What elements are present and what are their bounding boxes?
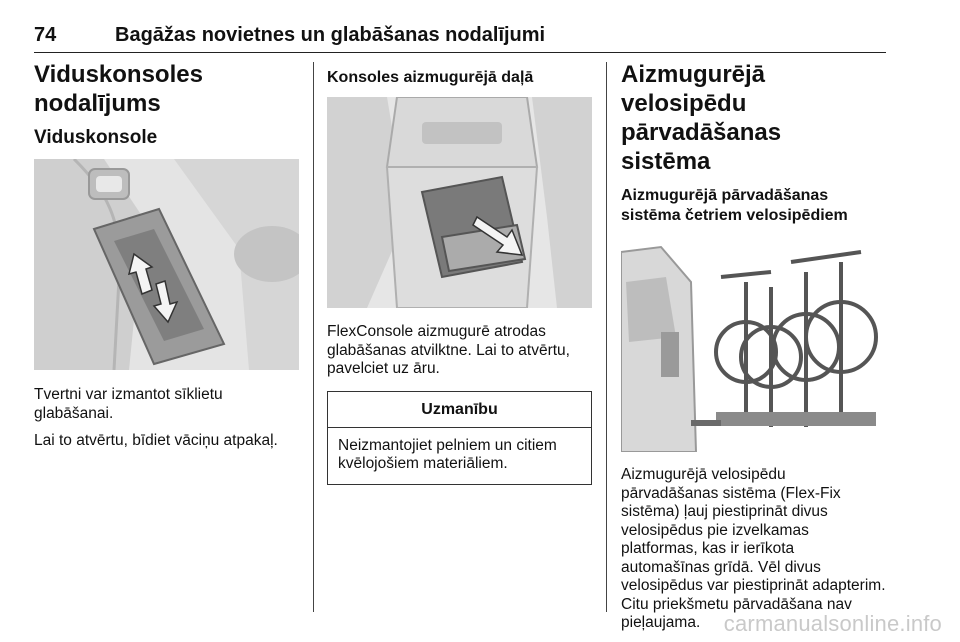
center-console-figure xyxy=(34,159,299,370)
subsection-title: Viduskonsole xyxy=(34,127,158,148)
column-2 xyxy=(327,60,592,485)
column-divider xyxy=(606,62,607,612)
page-number: 74 xyxy=(34,24,57,46)
paragraph: FlexConsole aizmugurē atrodas glabāšanas atvilktne. Lai to atvērtu, pavelciet uz āru. xyxy=(327,323,570,377)
watermark: carmanualsonline.info xyxy=(723,611,942,636)
flexconsole-figure xyxy=(327,97,592,308)
page-header xyxy=(34,24,886,53)
warning-title: Uzmanību xyxy=(328,392,591,428)
subsection-title: Konsoles aizmugurējā daļā xyxy=(327,69,534,86)
bike-carrier-figure xyxy=(621,242,884,452)
warning-box xyxy=(327,391,592,485)
vents-icon xyxy=(89,169,129,199)
column-3 xyxy=(621,60,886,633)
paragraph: Lai to atvērtu, bīdiet vāciņu atpakaļ. xyxy=(34,432,278,449)
warning-text: Neizmantojiet pelniem un citiem kvēlojošiem materiāliem. xyxy=(338,436,557,472)
column-divider xyxy=(313,62,314,612)
column-1 xyxy=(34,60,299,451)
chapter-title: Bagāžas novietnes un glabāšanas nodalījumi xyxy=(115,24,546,46)
paragraph: Aizmugurējā velosipēdu pārvadāšanas sistēma (Flex-Fix sistēma) ļauj piestiprināt divus velosipēdus pie izvelkamas platformas, kas ir ierīkota automašīnas grīdā. Vēl divus velosipēdus var piestiprināt adapterim. Citu priekšmetu pārvadāšana nav pieļaujama. xyxy=(621,466,886,631)
paragraph: Tvertni var izmantot sīklietu glabāšanai. xyxy=(34,386,223,422)
subsection-title: Aizmugurējā pārvadāšanas sistēma četriem velosipēdiem xyxy=(621,187,848,224)
section-title: Viduskonsoles nodalījums xyxy=(34,61,203,117)
section-title: Aizmugurējā velosipēdu pārvadāšanas sistēma xyxy=(621,61,782,175)
